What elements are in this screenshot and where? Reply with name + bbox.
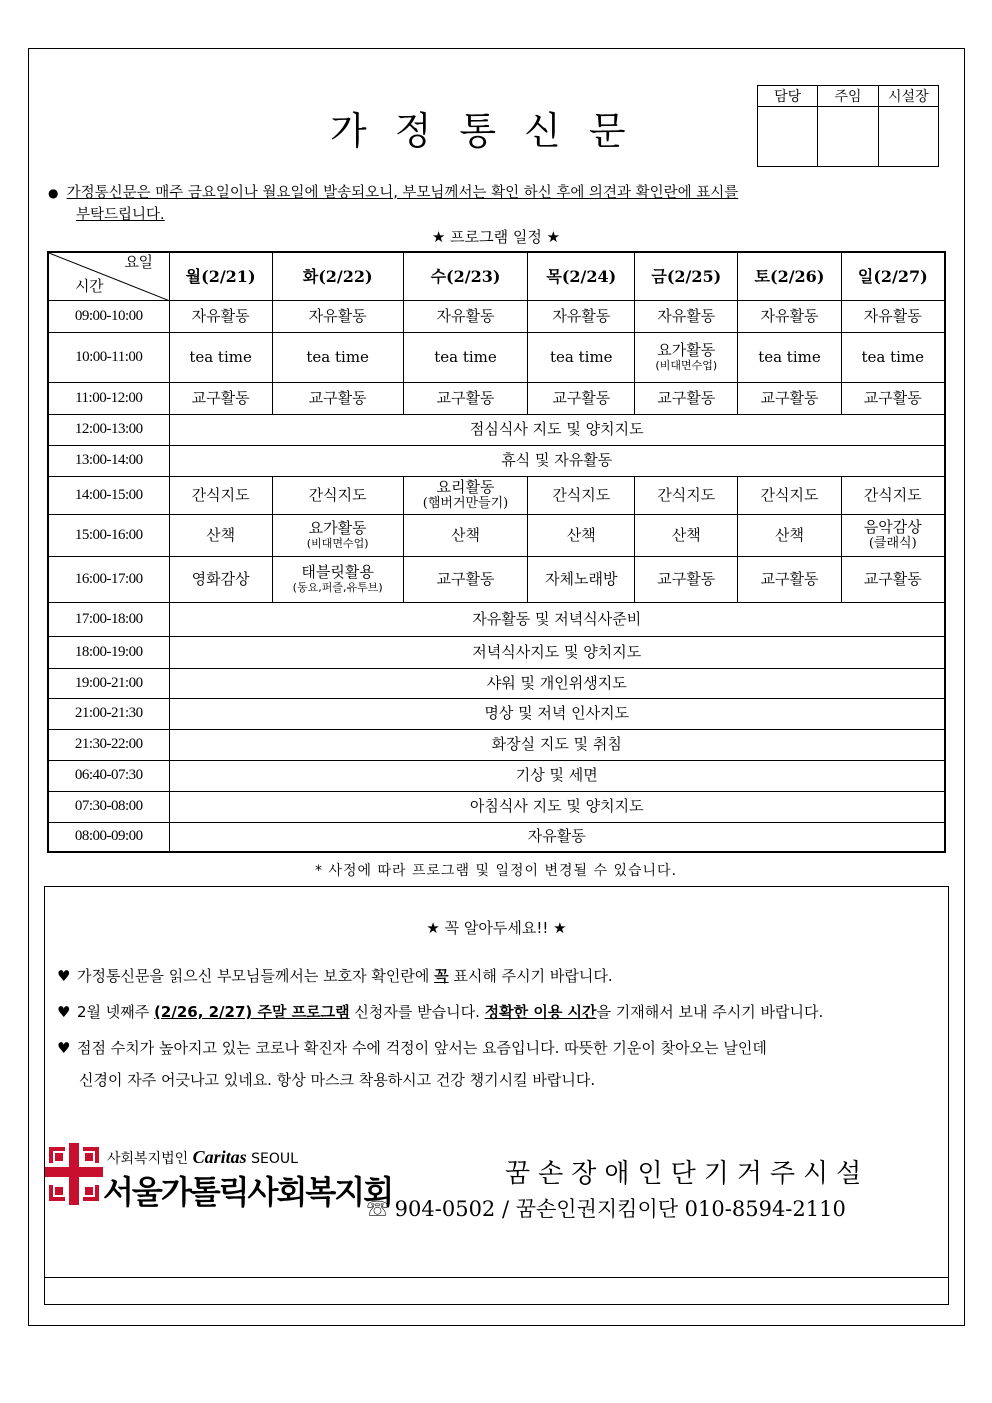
activity-cell: [169, 514, 272, 556]
info-bottom-strip: [44, 1278, 949, 1305]
schedule-row: [48, 729, 945, 760]
activity-label: 산책: [451, 525, 480, 544]
activity-cell: [635, 300, 738, 332]
day-header: 월(2/21): [169, 252, 272, 300]
activity-cell: [635, 556, 738, 602]
heart-icon: ♥: [57, 1003, 71, 1021]
activity-label: 간식지도: [863, 485, 922, 504]
schedule-row: [48, 760, 945, 791]
approval-table: [757, 85, 939, 167]
schedule-row: [48, 514, 945, 556]
info-text: 가정통신문을 읽으신 부모님들께서는 보호자 확인란에: [77, 967, 435, 985]
time-cell: 11:00-12:00: [48, 382, 169, 414]
activity-note: (클래식): [868, 536, 917, 551]
info-emphasis: 꼭: [434, 967, 449, 985]
time-cell: 16:00-17:00: [48, 556, 169, 602]
activity-cell: [841, 382, 945, 414]
activity-label: 교구활동: [863, 569, 922, 588]
activity-label: 요가활동: [657, 341, 716, 359]
info-item: [57, 965, 613, 986]
activity-span-cell: 화장실 지도 및 취침: [169, 729, 945, 760]
activity-label: 자유활동: [552, 306, 611, 325]
activity-label: 교구활동: [191, 388, 250, 407]
activity-cell: [738, 382, 841, 414]
day-header: 금(2/25): [635, 252, 738, 300]
activity-label: 교구활동: [308, 388, 367, 407]
info-text: 표시해 주시기 바랍니다.: [448, 967, 613, 985]
activity-cell: [635, 332, 738, 382]
schedule-row: [48, 445, 945, 476]
schedule-row: [48, 822, 945, 852]
activity-label: 교구활동: [436, 569, 495, 588]
logo-subtitle-seoul: SEOUL: [251, 1151, 298, 1167]
activity-cell: [738, 514, 841, 556]
info-item: [57, 1001, 823, 1022]
activity-cell: [169, 332, 272, 382]
approval-label: 담당: [758, 86, 818, 107]
logo-title: 서울가톨릭사회복지회: [103, 1173, 393, 1211]
activity-cell: [635, 514, 738, 556]
activity-cell: [528, 332, 635, 382]
activity-cell: [272, 556, 403, 602]
activity-label: 자유활동: [191, 306, 250, 325]
day-header: 화(2/22): [272, 252, 403, 300]
schedule-row: [48, 668, 945, 698]
activity-span-cell: 샤워 및 개인위생지도: [169, 668, 945, 698]
time-axis-label: 시간: [75, 278, 103, 295]
activity-cell: [169, 476, 272, 514]
activity-label: 교구활동: [657, 388, 716, 407]
time-cell: 17:00-18:00: [48, 602, 169, 636]
notice: [48, 182, 918, 226]
day-axis-label: 요일: [124, 255, 153, 271]
footnote: * 사정에 따라 프로그램 및 일정이 변경될 수 있습니다.: [314, 863, 678, 879]
activity-cell: [841, 332, 945, 382]
time-cell: 21:30-22:00: [48, 729, 169, 760]
bomb-bullet-icon: ●: [48, 186, 59, 200]
info-text: 신청자를 받습니다.: [349, 1003, 485, 1021]
activity-label: 태블릿활용: [301, 563, 374, 581]
time-cell: 14:00-15:00: [48, 476, 169, 514]
time-cell: 09:00-10:00: [48, 300, 169, 332]
activity-cell: [528, 514, 635, 556]
activity-cell: [403, 556, 528, 602]
approval-label: 주임: [818, 86, 878, 107]
activity-cell: [528, 476, 635, 514]
activity-label: 자유활동: [657, 306, 716, 325]
activity-cell: [841, 556, 945, 602]
day-header: 토(2/26): [738, 252, 841, 300]
time-cell: 12:00-13:00: [48, 414, 169, 445]
activity-label: 요리활동: [436, 478, 495, 496]
time-cell: 13:00-14:00: [48, 445, 169, 476]
activity-label: tea time: [550, 347, 613, 366]
activity-cell: [738, 556, 841, 602]
activity-label: 산책: [206, 525, 236, 544]
logo-subtitle: [107, 1147, 298, 1168]
logo-subtitle-en: Caritas: [192, 1147, 247, 1167]
activity-label: 교구활동: [657, 569, 716, 588]
time-cell: 21:00-21:30: [48, 698, 169, 729]
info-emphasis: (2/26, 2/27) 주말 프로그램: [154, 1003, 350, 1021]
time-cell: 18:00-19:00: [48, 636, 169, 668]
activity-label: 간식지도: [552, 485, 611, 504]
activity-span-cell: 아침식사 지도 및 양치지도: [169, 791, 945, 822]
activity-note: (동요,퍼즐,유투브): [292, 581, 383, 594]
caritas-logo-icon: [45, 1143, 103, 1205]
activity-cell: [635, 382, 738, 414]
activity-label: tea time: [306, 347, 369, 366]
activity-cell: [841, 514, 945, 556]
activity-cell: [272, 514, 403, 556]
activity-cell: [738, 332, 841, 382]
activity-cell: [169, 300, 272, 332]
activity-cell: [841, 300, 945, 332]
notice-line: 부탁드립니다.: [76, 207, 165, 223]
schedule-row: [48, 556, 945, 602]
approval-label: 시설장: [878, 86, 938, 107]
activity-note: (비대면수업): [655, 359, 718, 372]
activity-label: 간식지도: [760, 485, 819, 504]
activity-label: 간식지도: [308, 485, 367, 504]
activity-span-cell: 저녁식사지도 및 양치지도: [169, 636, 945, 668]
activity-label: 교구활동: [436, 388, 495, 407]
schedule-row: [48, 698, 945, 729]
schedule-row: [48, 602, 945, 636]
info-item: [57, 1037, 767, 1058]
activity-label: 교구활동: [760, 388, 819, 407]
info-text: 신경이 자주 어긋나고 있네요. 항상 마스크 착용하시고 건강 챙기시킬 바랍니다.: [79, 1071, 596, 1089]
time-cell: 06:40-07:30: [48, 760, 169, 791]
info-box: [44, 886, 949, 1278]
activity-label: 산책: [566, 525, 596, 544]
activity-cell: [403, 382, 528, 414]
activity-span-cell: 명상 및 저녁 인사지도: [169, 698, 945, 729]
time-cell: 19:00-21:00: [48, 668, 169, 698]
activity-cell: [169, 556, 272, 602]
activity-span-cell: 점심식사 지도 및 양치지도: [169, 414, 945, 445]
activity-cell: [841, 476, 945, 514]
activity-span-cell: 기상 및 세면: [169, 760, 945, 791]
activity-label: tea time: [434, 347, 497, 366]
page-title: 가정통신문: [330, 109, 654, 153]
approval-box[interactable]: [878, 107, 938, 167]
schedule-row: [48, 476, 945, 514]
activity-note: (비대면수업): [306, 537, 369, 550]
activity-cell: [528, 300, 635, 332]
activity-label: 간식지도: [657, 485, 716, 504]
activity-cell: [272, 332, 403, 382]
day-header: 목(2/24): [528, 252, 635, 300]
notice-line: 가정통신문은 매주 금요일이나 월요일에 발송되오니, 부모님께서는 확인 하신 후에 의견과 확인란에 표시를: [66, 185, 739, 201]
info-text: 2월 넷째주: [77, 1003, 155, 1021]
activity-cell: [272, 476, 403, 514]
day-header: 수(2/23): [403, 252, 528, 300]
activity-cell: [403, 332, 528, 382]
info-heading: ★ 꼭 알아두세요!! ★: [426, 919, 567, 937]
activity-cell: [169, 382, 272, 414]
activity-label: 영화감상: [191, 569, 250, 588]
activity-cell: [403, 300, 528, 332]
time-cell: 07:30-08:00: [48, 791, 169, 822]
activity-label: tea time: [758, 347, 821, 366]
activity-label: 자유활동: [760, 306, 819, 325]
activity-span-cell: 자유활동: [169, 822, 945, 852]
contact-info: ☏ 904-0502 / 꿈손인권지킴이단 010-8594-2110: [367, 1197, 846, 1221]
activity-label: 산책: [671, 525, 701, 544]
time-cell: 15:00-16:00: [48, 514, 169, 556]
schedule-row: [48, 636, 945, 668]
activity-label: 자유활동: [863, 306, 922, 325]
activity-label: 교구활동: [760, 569, 819, 588]
schedule-row: [48, 300, 945, 332]
activity-cell: [738, 476, 841, 514]
time-cell: 08:00-09:00: [48, 822, 169, 852]
schedule-row: [48, 382, 945, 414]
activity-label: 교구활동: [552, 388, 611, 407]
activity-label: 요가활동: [308, 519, 367, 537]
activity-note: (햄버거만들기): [422, 496, 509, 511]
corner-cell: [48, 252, 169, 300]
activity-cell: [272, 300, 403, 332]
activity-cell: [635, 476, 738, 514]
activity-label: 자유활동: [436, 306, 495, 325]
activity-label: tea time: [189, 347, 252, 366]
activity-span-cell: 자유활동 및 저녁식사준비: [169, 602, 945, 636]
heart-icon: ♥: [57, 1039, 71, 1057]
activity-cell: [528, 382, 635, 414]
activity-cell: [738, 300, 841, 332]
activity-label: 자체노래방: [545, 569, 618, 588]
logo-subtitle-kr: 사회복지법인: [107, 1151, 189, 1167]
heart-icon: ♥: [57, 967, 71, 985]
schedule-row: [48, 332, 945, 382]
activity-label: tea time: [861, 347, 925, 366]
info-text: 을 기재해서 보내 주시기 바랍니다.: [596, 1003, 824, 1021]
activity-label: 음악감상: [863, 518, 922, 536]
time-cell: 10:00-11:00: [48, 332, 169, 382]
schedule-title: ★ 프로그램 일정 ★: [431, 228, 561, 246]
organization-name: 꿈손장애인단기거주시설: [505, 1159, 870, 1189]
info-emphasis: 정확한 이용 시간: [484, 1003, 597, 1021]
schedule-table: [47, 251, 946, 853]
approval-box[interactable]: [758, 107, 818, 167]
info-text: 점점 수치가 높아지고 있는 코로나 확진자 수에 걱정이 앞서는 요즘입니다. 따뜻한 기운이 찾아오는 날인데: [77, 1039, 767, 1057]
header-row: [48, 252, 945, 300]
activity-label: 산책: [774, 525, 804, 544]
schedule-row: [48, 791, 945, 822]
activity-span-cell: 휴식 및 자유활동: [169, 445, 945, 476]
approval-box[interactable]: [818, 107, 878, 167]
activity-cell: [528, 556, 635, 602]
day-header: 일(2/27): [841, 252, 945, 300]
activity-cell: [272, 382, 403, 414]
activity-label: 자유활동: [308, 306, 367, 325]
activity-cell: [403, 514, 528, 556]
schedule-row: [48, 414, 945, 445]
activity-label: 간식지도: [191, 485, 250, 504]
activity-label: 교구활동: [863, 388, 922, 407]
activity-cell: [403, 476, 528, 514]
